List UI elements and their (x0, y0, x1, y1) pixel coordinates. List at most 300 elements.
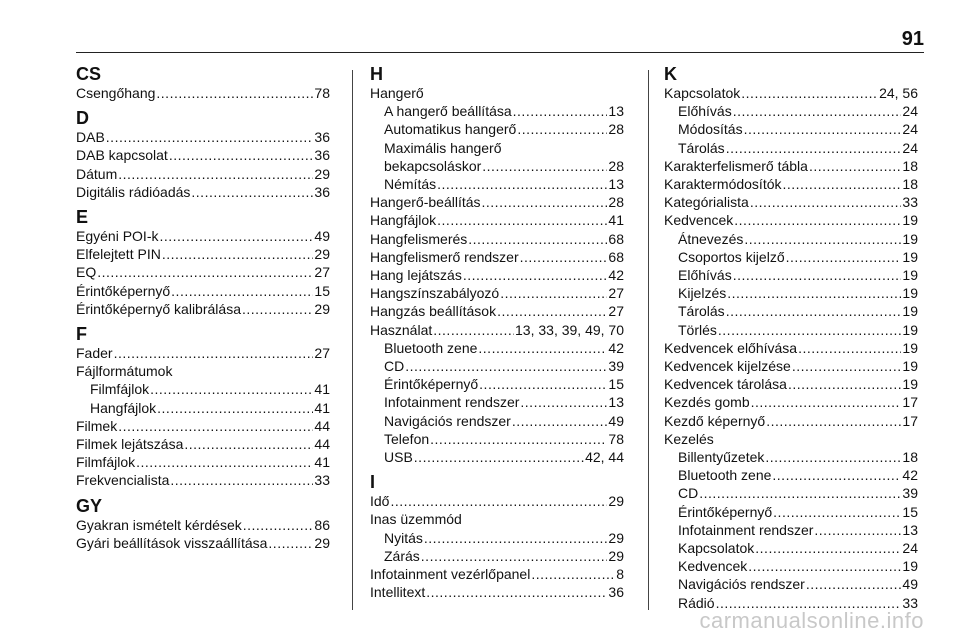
dot-leader (786, 248, 902, 266)
entry-term: Hang lejátszás (370, 267, 462, 284)
index-subentry (664, 102, 918, 120)
index-entry (76, 245, 330, 263)
index-letter-heading: I (370, 472, 376, 493)
entry-term: Hangfelismerő rendszer (370, 248, 519, 265)
entry-term: Hangzás beállítások (370, 303, 497, 320)
index-subentry (370, 157, 624, 175)
dot-leader (437, 211, 607, 229)
index-subentry (664, 248, 918, 266)
page-reference: 17 (902, 412, 918, 429)
index-entry (370, 248, 624, 266)
dot-leader (744, 120, 902, 138)
entry-term: Nyitás (384, 529, 423, 546)
index-entry (76, 534, 330, 552)
page-reference: 27 (314, 264, 330, 281)
index-entry (76, 282, 330, 300)
entry-term: Kedvencek kijelzése (664, 358, 791, 375)
index-entry (370, 193, 624, 211)
dot-leader (184, 435, 313, 453)
index-subentry (370, 120, 624, 138)
entry-term: EQ (76, 264, 97, 281)
entry-term: Kedvencek (664, 212, 734, 229)
index-entry (664, 393, 918, 411)
index-entry (370, 266, 624, 284)
entry-term: CD (384, 358, 405, 375)
page-reference: 19 (902, 230, 918, 247)
index-column-1 (76, 64, 330, 552)
dot-leader (766, 412, 901, 430)
entry-term: Tárolás (678, 303, 725, 320)
index-group-heading: Inas üzemmód (370, 511, 462, 528)
index-subentry (664, 484, 918, 502)
dot-leader (517, 120, 607, 138)
dot-leader (798, 339, 901, 357)
index-subentry (664, 302, 918, 320)
entry-term: Digitális rádióadás (76, 183, 191, 200)
index-entry (76, 128, 330, 146)
entry-term: Billentyűzetek (678, 449, 765, 466)
index-subentry (664, 266, 918, 284)
dot-leader (744, 230, 901, 248)
index-entry (76, 146, 330, 164)
entry-term: Tárolás (678, 139, 725, 156)
dot-leader (726, 302, 902, 320)
entry-term: Hangfájlok (370, 212, 437, 229)
entry-term: Karaktermódosítók (664, 176, 782, 193)
entry-term: Dátum (76, 165, 118, 182)
dot-leader (170, 471, 313, 489)
index-entry (76, 516, 330, 534)
page-reference: 19 (902, 558, 918, 575)
dot-leader (482, 157, 607, 175)
page-reference: 18 (902, 176, 918, 193)
index-subentry (370, 547, 624, 565)
page-reference: 19 (902, 339, 918, 356)
dot-leader (106, 128, 314, 146)
index-entry (76, 227, 330, 245)
entry-term: Filmfájlok (76, 454, 136, 471)
dot-leader (478, 339, 607, 357)
index-entry (664, 375, 918, 393)
page-reference: 42 (608, 267, 624, 284)
dot-leader (118, 417, 313, 435)
index-subentry (76, 399, 330, 417)
dot-leader (806, 575, 902, 593)
dot-leader (437, 175, 607, 193)
entry-term: Előhívás (678, 267, 732, 284)
page-reference: 19 (902, 212, 918, 229)
index-entry (664, 193, 918, 211)
index-entry (664, 339, 918, 357)
dot-leader (814, 521, 901, 539)
page-reference: 41 (608, 212, 624, 229)
index-subentry (370, 393, 624, 411)
page-reference: 49 (902, 576, 918, 593)
dot-leader (242, 300, 313, 318)
dot-leader (426, 583, 607, 601)
page-reference: 18 (902, 449, 918, 466)
index-subentry (370, 448, 624, 466)
page-reference: 15 (314, 282, 330, 299)
index-subentry (370, 339, 624, 357)
page-reference: 24 (902, 121, 918, 138)
dot-leader (268, 534, 313, 552)
dot-leader (751, 393, 902, 411)
dot-leader (750, 193, 902, 211)
index-subentry (664, 466, 918, 484)
index-entry (76, 263, 330, 281)
index-letter-heading: E (76, 207, 89, 228)
dot-leader (156, 84, 313, 102)
index-subentry (664, 448, 918, 466)
dot-leader (772, 466, 901, 484)
dot-leader (157, 399, 313, 417)
dot-leader (726, 139, 902, 157)
dot-leader (482, 193, 608, 211)
index-entry (370, 230, 624, 248)
page-reference: 29 (608, 547, 624, 564)
page-reference: 44 (314, 436, 330, 453)
index-entry (664, 412, 918, 430)
entry-term: Hangerő-beállítás (370, 194, 481, 211)
dot-leader (500, 284, 607, 302)
page-reference: 29 (608, 493, 624, 510)
index-subentry (664, 503, 918, 521)
entry-term: Csoportos kijelző (678, 248, 785, 265)
page-reference: 24 (902, 540, 918, 557)
dot-leader (479, 375, 607, 393)
dot-leader (118, 165, 313, 183)
index-entry (664, 211, 918, 229)
index-entry (76, 183, 330, 201)
page-reference: 18 (902, 157, 918, 174)
index-group-heading: Maximális hangerő (384, 139, 502, 156)
entry-term: Filmfájlok (90, 381, 150, 398)
dot-leader (531, 565, 615, 583)
index-subentry (664, 120, 918, 138)
index-column-3 (664, 64, 918, 612)
dot-leader (171, 282, 313, 300)
page-reference: 36 (314, 183, 330, 200)
page-reference: 39 (608, 358, 624, 375)
dot-leader (520, 393, 607, 411)
page-reference: 41 (314, 454, 330, 471)
column-divider-2 (648, 70, 649, 610)
page-reference: 78 (314, 85, 330, 101)
page-reference: 28 (608, 157, 624, 174)
dot-leader (773, 503, 901, 521)
dot-leader (741, 84, 878, 102)
entry-term: Érintőképernyő kalibrálása (76, 300, 241, 317)
entry-term: Fader (76, 345, 113, 362)
page-reference: 33 (902, 194, 918, 211)
entry-term: CD (678, 485, 699, 502)
index-subentry (664, 284, 918, 302)
dot-leader (788, 375, 901, 393)
page-reference: 27 (608, 303, 624, 320)
header-rule (76, 52, 924, 53)
page-reference: 19 (902, 285, 918, 302)
index-subentry (370, 529, 624, 547)
page-reference: 27 (314, 345, 330, 362)
page-reference: 68 (608, 248, 624, 265)
dot-leader (733, 266, 902, 284)
dot-leader (191, 183, 313, 201)
page-reference: 41 (314, 381, 330, 398)
page-reference: 49 (608, 412, 624, 429)
dot-leader (513, 102, 608, 120)
index-group-heading: Kezelés (664, 430, 714, 447)
dot-leader (169, 146, 314, 164)
entry-term: Gyári beállítások visszaállítása (76, 534, 268, 551)
page-reference: 36 (314, 129, 330, 146)
index-letter-heading: D (76, 108, 89, 129)
index-entry (664, 175, 918, 193)
entry-term: Hangfájlok (90, 399, 157, 416)
page-reference: 33 (902, 594, 918, 611)
entry-term: Bluetooth zene (384, 339, 478, 356)
page-reference: 19 (902, 303, 918, 320)
entry-term: Rádió (678, 594, 715, 611)
entry-term: DAB (76, 129, 105, 146)
entry-term: Használat (370, 321, 433, 338)
entry-term: Kedvencek előhívása (664, 339, 798, 356)
entry-term: USB (384, 449, 413, 466)
index-subentry (76, 380, 330, 398)
entry-term: Kedvencek (678, 558, 748, 575)
index-subentry (664, 321, 918, 339)
entry-term: Infotainment rendszer (384, 394, 520, 411)
entry-term: Módosítás (678, 121, 743, 138)
watermark: carmanualsonline.info (699, 608, 924, 633)
entry-term: Kedvencek tárolása (664, 376, 787, 393)
page-reference: 86 (314, 516, 330, 533)
page-reference: 17 (902, 394, 918, 411)
index-entry (76, 417, 330, 435)
dot-leader (809, 157, 901, 175)
entry-term: Filmek (76, 417, 118, 434)
entry-term: Kijelzés (678, 285, 727, 302)
dot-leader (727, 284, 901, 302)
dot-leader (718, 321, 902, 339)
page-reference: 42 (608, 339, 624, 356)
entry-term: Kezdő képernyő (664, 412, 766, 429)
entry-term: Egyéni POI-k (76, 228, 159, 245)
index-entry (76, 453, 330, 471)
index-group-heading: Hangerő (370, 85, 424, 101)
page-reference: 24 (902, 103, 918, 120)
index-subentry (664, 139, 918, 157)
dot-leader (520, 248, 608, 266)
page-reference: 29 (608, 529, 624, 546)
dot-leader (243, 516, 314, 534)
index-subentry (370, 412, 624, 430)
entry-term: Némítás (384, 176, 437, 193)
page-reference: 36 (314, 147, 330, 164)
index-entry (664, 157, 918, 175)
dot-leader (765, 448, 901, 466)
page-reference: 19 (902, 248, 918, 265)
page-reference: 41 (314, 399, 330, 416)
entry-term: Kapcsolatok (678, 540, 755, 557)
page-reference: 29 (314, 534, 330, 551)
index-entry (76, 84, 330, 102)
dot-leader (512, 412, 608, 430)
index-entry (370, 492, 624, 510)
entry-term: Karakterfelismerő tábla (664, 157, 808, 174)
entry-term: Kategórialista (664, 194, 749, 211)
index-entry (370, 583, 624, 601)
page-reference: 44 (314, 417, 330, 434)
index-column-2 (370, 64, 624, 601)
dot-leader (136, 453, 313, 471)
entry-term: Navigációs rendszer (384, 412, 511, 429)
page-reference: 78 (608, 430, 624, 447)
index-entry (76, 344, 330, 362)
entry-term: Érintőképernyő (384, 376, 479, 393)
page-reference: 15 (608, 376, 624, 393)
index-group-heading: Fájlformátumok (76, 363, 173, 380)
index-subentry (370, 175, 624, 193)
index-letter-heading: F (76, 324, 87, 345)
entry-term: Frekvencialista (76, 472, 170, 489)
index-subentry (664, 539, 918, 557)
index-letter-heading: K (664, 64, 677, 84)
page-reference: 13, 33, 39, 49, 70 (515, 321, 624, 338)
dot-leader (405, 357, 607, 375)
index-entry (76, 300, 330, 318)
page-reference: 29 (314, 165, 330, 182)
entry-term: Átnevezés (678, 230, 744, 247)
index-entry (370, 211, 624, 229)
entry-term: Gyakran ismételt kérdések (76, 516, 242, 533)
index-subentry (370, 430, 624, 448)
entry-term: Idő (370, 493, 390, 510)
dot-leader (748, 557, 901, 575)
entry-term: Kapcsolatok (664, 85, 741, 101)
entry-term: Előhívás (678, 103, 732, 120)
page-reference: 49 (314, 228, 330, 245)
page-reference: 39 (902, 485, 918, 502)
dot-leader (114, 344, 314, 362)
page-reference: 68 (608, 230, 624, 247)
entry-term: Infotainment rendszer (678, 521, 814, 538)
index-entry (370, 565, 624, 583)
dot-leader (162, 245, 314, 263)
index-subentry (664, 557, 918, 575)
dot-leader (424, 529, 608, 547)
index-entry (76, 471, 330, 489)
page-reference: 19 (902, 358, 918, 375)
index-letter-heading: H (370, 64, 383, 84)
page-reference: 24, 56 (879, 85, 918, 101)
page-reference: 42, 44 (585, 449, 624, 466)
dot-leader (97, 263, 313, 281)
entry-term: Telefon (384, 430, 430, 447)
index-entry (664, 357, 918, 375)
dot-leader (414, 448, 584, 466)
entry-term: Intellitext (370, 584, 426, 601)
page-reference: 13 (608, 176, 624, 193)
column-divider-1 (352, 70, 353, 610)
entry-term: Hangszínszabályozó (370, 285, 500, 302)
index-subentry (664, 521, 918, 539)
page-reference: 13 (608, 103, 624, 120)
page-reference: 33 (314, 472, 330, 489)
entry-term: Érintőképernyő (678, 503, 773, 520)
index-entry (370, 302, 624, 320)
entry-term: Érintőképernyő (76, 282, 171, 299)
dot-leader (421, 547, 608, 565)
entry-term: Zárás (384, 547, 420, 564)
page-reference: 36 (608, 584, 624, 601)
page-reference: 19 (902, 321, 918, 338)
dot-leader (430, 430, 607, 448)
index-subentry (370, 375, 624, 393)
dot-leader (783, 175, 902, 193)
index-entry (664, 84, 918, 102)
entry-term: DAB kapcsolat (76, 147, 168, 164)
dot-leader (159, 227, 313, 245)
dot-leader (497, 302, 607, 320)
page-reference: 29 (314, 300, 330, 317)
entry-term: Törlés (678, 321, 717, 338)
entry-term: Filmek lejátszása (76, 436, 184, 453)
entry-term: Kezdés gomb (664, 394, 750, 411)
page-reference: 15 (902, 503, 918, 520)
dot-leader (733, 102, 902, 120)
index-letter-heading: GY (76, 495, 103, 516)
index-entry (370, 321, 624, 339)
entry-term: Navigációs rendszer (678, 576, 805, 593)
entry-term: Bluetooth zene (678, 467, 772, 484)
page-reference: 13 (902, 521, 918, 538)
page-reference: 28 (608, 194, 624, 211)
page-reference: 28 (608, 121, 624, 138)
page-reference: 24 (902, 139, 918, 156)
dot-leader (433, 321, 514, 339)
page-number: 91 (901, 28, 924, 50)
index-subentry (370, 357, 624, 375)
dot-leader (463, 266, 608, 284)
page-reference: 8 (616, 566, 624, 583)
index-subentry (664, 575, 918, 593)
page-reference: 42 (902, 467, 918, 484)
entry-term: Csengőhang (76, 85, 156, 101)
index-subentry (370, 102, 624, 120)
entry-term: bekapcsoláskor (384, 157, 482, 174)
index-letter-heading: CS (76, 64, 102, 84)
dot-leader (150, 380, 313, 398)
entry-term: A hangerő beállítása (384, 103, 512, 120)
entry-term: Infotainment vezérlőpanel (370, 566, 531, 583)
dot-leader (390, 492, 607, 510)
dot-leader (755, 539, 901, 557)
page-reference: 27 (608, 285, 624, 302)
page-reference: 19 (902, 376, 918, 393)
dot-leader (468, 230, 607, 248)
entry-term: Automatikus hangerő (384, 121, 517, 138)
dot-leader (792, 357, 902, 375)
index-entry (76, 435, 330, 453)
page-reference: 29 (314, 246, 330, 263)
index-subentry (664, 230, 918, 248)
entry-term: Hangfelismerés (370, 230, 468, 247)
index-entry (370, 284, 624, 302)
index-entry (76, 165, 330, 183)
page-reference: 19 (902, 267, 918, 284)
dot-leader (734, 211, 901, 229)
